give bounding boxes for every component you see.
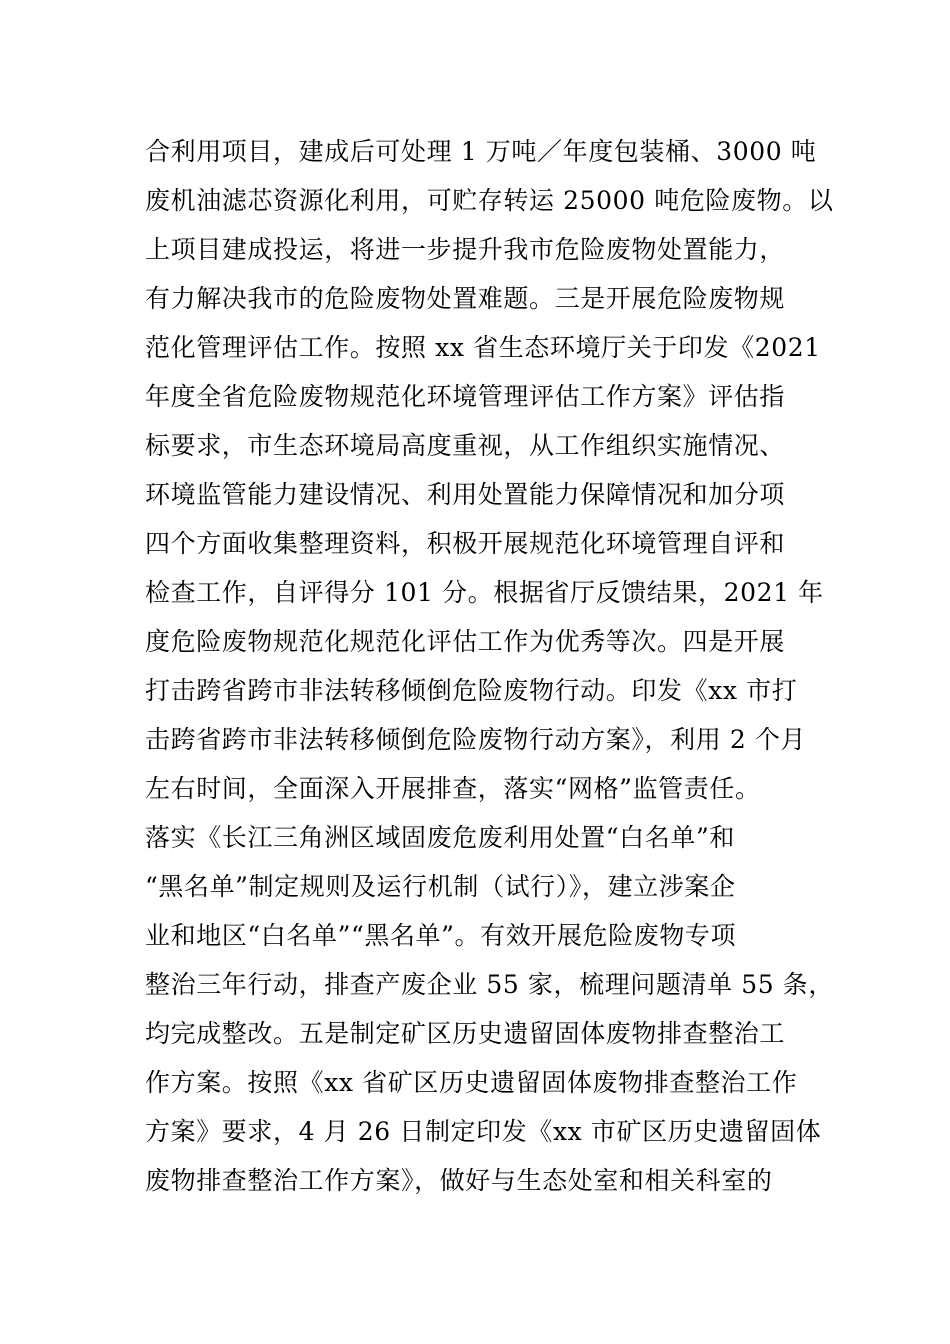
text-line-10: 检查工作，自评得分 101 分。根据省厅反馈结果，2021 年 bbox=[145, 578, 824, 607]
text-line-20: 作方案。按照《xx 省矿区历史遗留固体废物排查整治工作 bbox=[145, 1068, 798, 1097]
text-line-7: 标要求，市生态环境局高度重视，从工作组织实施情况、 bbox=[145, 431, 786, 460]
text-line-17: 业和地区“白名单”“黑名单”。有效开展危险废物专项 bbox=[145, 921, 737, 950]
text-line-12: 打击跨省跨市非法转移倾倒危险废物行动。印发《xx 市打 bbox=[145, 676, 798, 705]
text-line-13: 击跨省跨市非法转移倾倒危险废物行动方案》，利用 2 个月 bbox=[145, 725, 807, 754]
text-line-22: 废物排查整治工作方案》，做好与生态处室和相关科室的 bbox=[145, 1166, 773, 1195]
body-text bbox=[145, 127, 835, 1205]
text-line-2: 废机油滤芯资源化利用，可贮存转运 25000 吨危险废物。以 bbox=[145, 186, 834, 215]
text-line-9: 四个方面收集整理资料，积极开展规范化环境管理自评和 bbox=[145, 529, 786, 558]
text-line-16: “黑名单”制定规则及运行机制（试行）》，建立涉案企 bbox=[145, 872, 736, 901]
text-line-19: 均完成整改。五是制定矿区历史遗留固体废物排查整治工 bbox=[145, 1019, 786, 1048]
text-line-5: 范化管理评估工作。按照 xx 省生态环境厅关于印发《2021 bbox=[145, 333, 821, 362]
text-line-18: 整治三年行动，排查产废企业 55 家，梳理问题清单 55 条， bbox=[145, 970, 835, 999]
text-line-14: 左右时间，全面深入开展排查，落实“网格”监管责任。 bbox=[145, 774, 761, 803]
text-line-4: 有力解决我市的危险废物处置难题。三是开展危险废物规 bbox=[145, 284, 786, 313]
text-line-21: 方案》要求，4 月 26 日制定印发《xx 市矿区历史遗留固体 bbox=[145, 1117, 822, 1146]
text-line-3: 上项目建成投运，将进一步提升我市危险废物处置能力， bbox=[145, 235, 786, 264]
text-line-11: 度危险废物规范化规范化评估工作为优秀等次。四是开展 bbox=[145, 627, 786, 656]
text-line-1: 合利用项目，建成后可处理 1 万吨／年度包装桶、3000 吨 bbox=[145, 137, 817, 166]
text-line-8: 环境监管能力建设情况、利用处置能力保障情况和加分项 bbox=[145, 480, 786, 509]
text-line-6: 年度全省危险废物规范化环境管理评估工作方案》评估指 bbox=[145, 382, 786, 411]
text-line-15: 落实《长江三角洲区域固废危废利用处置“白名单”和 bbox=[145, 823, 735, 852]
